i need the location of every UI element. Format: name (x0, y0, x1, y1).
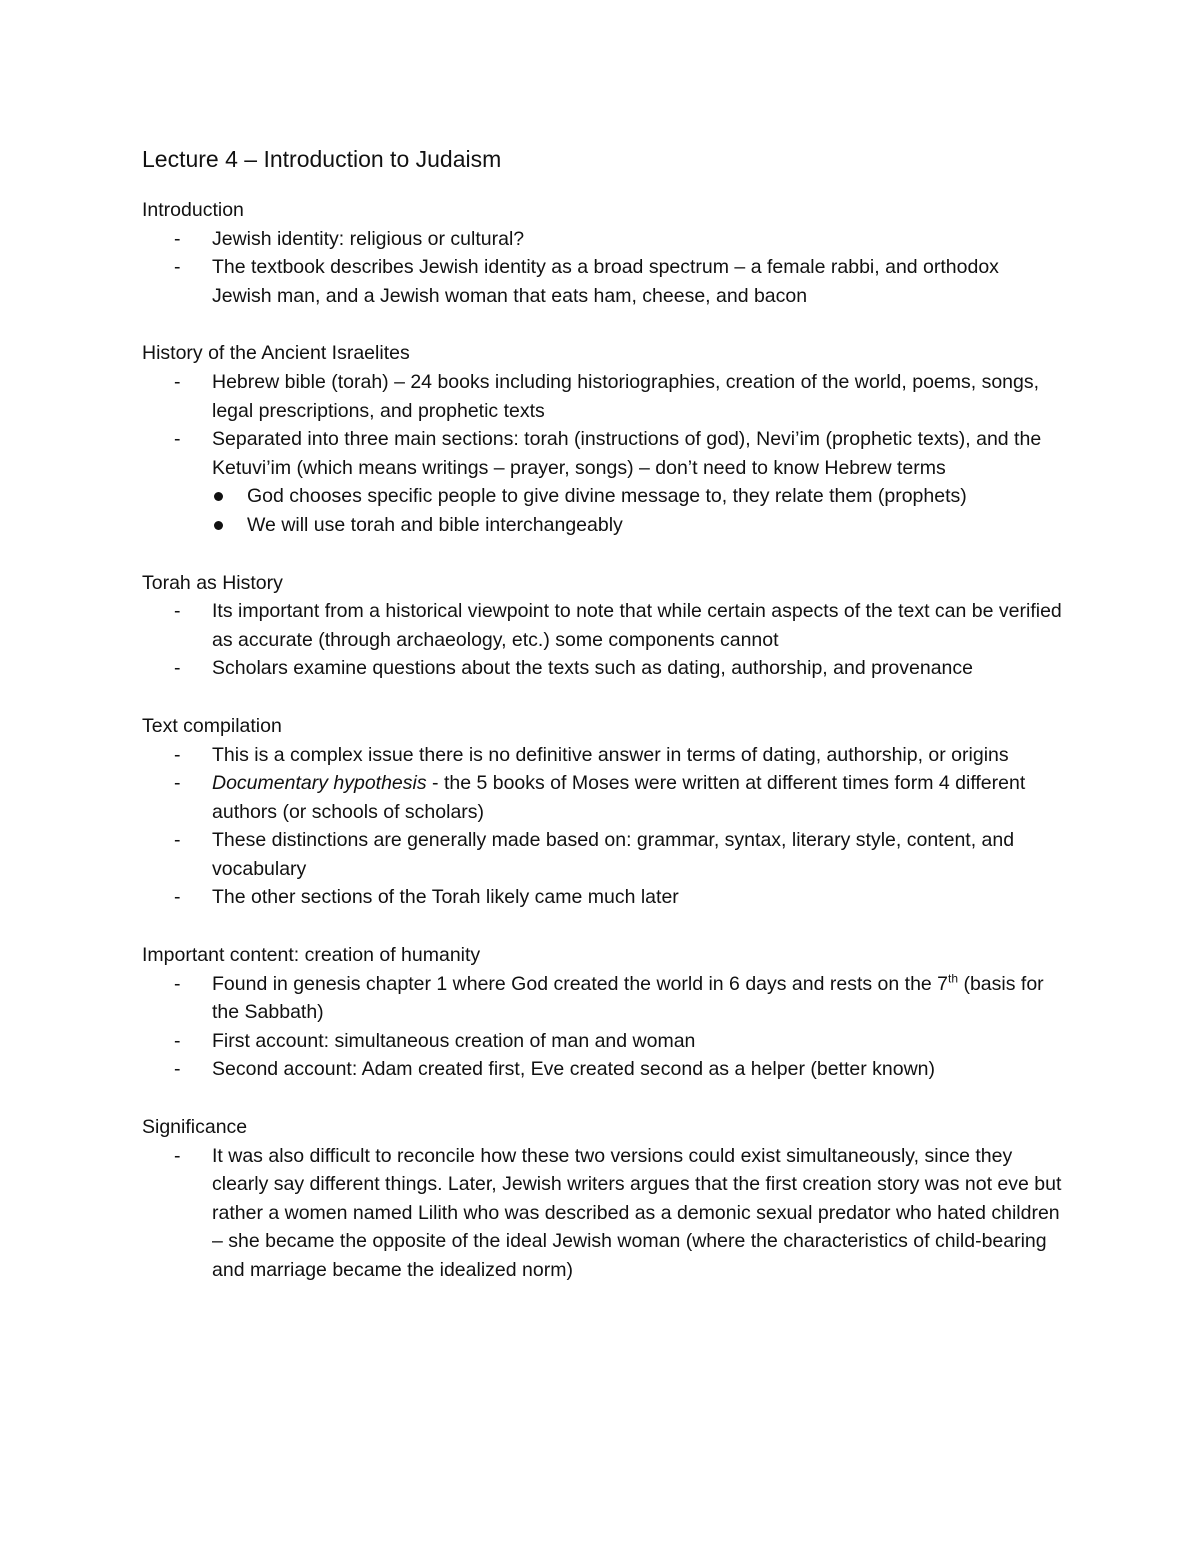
superscript-ordinal: th (948, 971, 959, 986)
bullet-list (142, 368, 1062, 540)
sub-list-item (212, 511, 1062, 540)
section-creation-of-humanity (142, 941, 1062, 1084)
list-item-text: Hebrew bible (torah) – 24 books including historiographies, creation of the world, poems, songs, legal prescriptions, and prophetic texts (212, 370, 1040, 422)
section-heading: Introduction (142, 199, 244, 221)
list-item-text: Scholars examine questions about the texts such as dating, authorship, and provenance (212, 657, 973, 680)
dash-bullet-icon: - (174, 1058, 181, 1081)
document-page (142, 142, 1062, 1314)
list-item (142, 1027, 1062, 1056)
list-item (142, 741, 1062, 770)
list-item (142, 1055, 1062, 1084)
list-item-text: Jewish identity: religious or cultural? (212, 227, 525, 250)
list-item-text: The other sections of the Torah likely came much later (212, 886, 679, 909)
section-text-compilation (142, 712, 1062, 912)
dash-bullet-icon: - (174, 829, 181, 852)
section-heading: Torah as History (142, 571, 283, 594)
section-heading: Important content: creation of humanity (142, 944, 481, 967)
dash-bullet-icon: - (174, 256, 181, 279)
list-item (142, 769, 1062, 826)
list-item-text: Separated into three main sections: torah (instructions of god), Nevi’im (prophetic texts), and the Ketuvi’im (which means writings – prayer, songs) – don’t need to know Hebrew terms (212, 428, 1042, 479)
bullet-list (142, 970, 1062, 1084)
round-bullet-icon (214, 492, 223, 501)
list-item (142, 225, 1062, 254)
list-item (142, 597, 1062, 654)
round-bullet-icon (214, 521, 223, 530)
list-item-text: - the 5 books of Moses were written at different times form 4 different authors (or schools of scholars) (212, 772, 1026, 823)
bullet-list (142, 225, 1062, 311)
dash-bullet-icon: - (174, 600, 181, 623)
dash-bullet-icon: - (174, 772, 181, 795)
section-history-ancient-israelites (142, 339, 1062, 539)
list-item-text: The textbook describes Jewish identity as a broad spectrum – a female rabbi, and orthodox Jewish man, and a Jewish woman that eats ham, cheese, and bacon (212, 256, 999, 307)
list-item-text: Its important from a historical viewpoint to note that while certain aspects of the text can be verified as accurate (through archaeology, etc.) some components cannot (212, 600, 1062, 651)
list-item (142, 425, 1062, 539)
section-heading: Significance (142, 1116, 248, 1139)
dash-bullet-icon: - (174, 657, 181, 680)
section-torah-as-history (142, 569, 1062, 683)
sub-bullet-list (212, 482, 1062, 539)
document-title: Lecture 4 – Introduction to Judaism (142, 146, 502, 172)
list-item-text: It was also difficult to reconcile how these two versions could exist simultaneously, since they clearly say different things. Later, Jewish writers argues that the first creation story was not eve but rather a women named Lilith who was described as a demonic sexual predator who hated children – she became the opposite of the ideal Jewish woman (where the characteristics of child-bearing and marriage became the idealized norm) (212, 1144, 1062, 1281)
list-item-text: Second account: Adam created first, Eve created second as a helper (better known) (212, 1058, 935, 1081)
sub-list-item-text: God chooses specific people to give divine message to, they relate them (prophets) (247, 485, 967, 508)
bullet-list (142, 741, 1062, 913)
list-item-text: First account: simultaneous creation of man and woman (212, 1029, 696, 1052)
italic-term: Documentary hypothesis (212, 772, 427, 795)
dash-bullet-icon: - (174, 227, 181, 250)
section-introduction (142, 196, 1062, 310)
list-item (142, 654, 1062, 683)
list-item-text: Found in genesis chapter 1 where God created the world in 6 days and rests on the 7 (212, 972, 949, 995)
sub-list-item-text: We will use torah and bible interchangeably (247, 513, 623, 536)
dash-bullet-icon: - (174, 1029, 181, 1052)
section-heading: History of the Ancient Israelites (142, 342, 410, 365)
list-item-text-continued: (basis for the Sabbath) (212, 972, 1044, 1024)
section-significance (142, 1113, 1062, 1285)
list-item (142, 1142, 1062, 1285)
dash-bullet-icon: - (174, 1144, 181, 1167)
list-item (142, 368, 1062, 425)
list-item (142, 826, 1062, 883)
list-item (142, 883, 1062, 912)
list-item-text: These distinctions are generally made based on: grammar, syntax, literary style, content, and vocabulary (212, 829, 1015, 880)
dash-bullet-icon: - (174, 743, 181, 766)
bullet-list (142, 597, 1062, 683)
dash-bullet-icon: - (174, 370, 181, 393)
dash-bullet-icon: - (174, 972, 181, 995)
list-item-text: This is a complex issue there is no definitive answer in terms of dating, authorship, or origins (212, 743, 1009, 766)
bullet-list (142, 1142, 1062, 1285)
dash-bullet-icon: - (174, 886, 181, 909)
list-item (142, 970, 1062, 1027)
section-heading: Text compilation (142, 714, 282, 737)
dash-bullet-icon: - (174, 428, 181, 451)
list-item (142, 253, 1062, 310)
sub-list-item (212, 482, 1062, 511)
